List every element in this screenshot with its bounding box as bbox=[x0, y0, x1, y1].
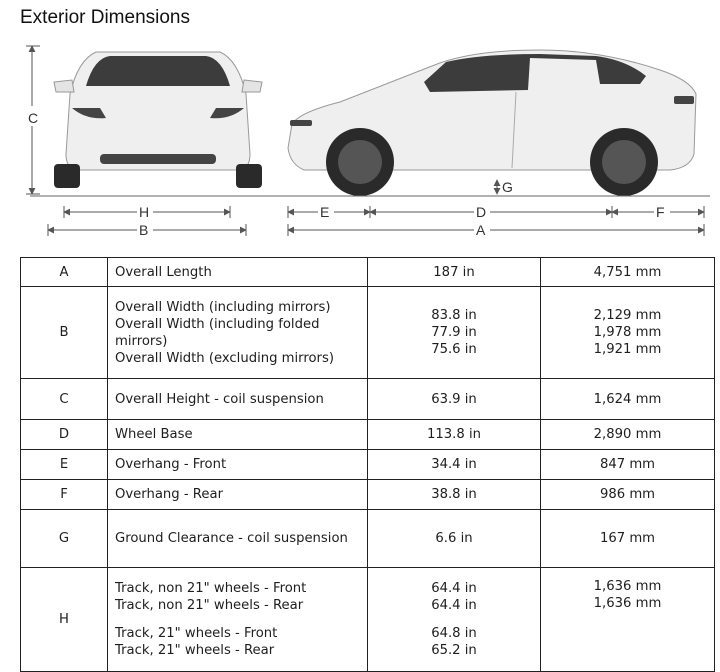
table-row bbox=[21, 287, 715, 379]
row-code: E bbox=[21, 450, 108, 480]
row-mm bbox=[541, 450, 715, 480]
row-description-line: Overall Width (including folded mirrors) bbox=[115, 316, 320, 349]
row-description bbox=[108, 379, 368, 420]
front-right-mirror bbox=[242, 80, 262, 92]
table-row bbox=[21, 480, 715, 510]
row-mm bbox=[541, 510, 715, 568]
row-code: F bbox=[21, 480, 108, 510]
row-inches bbox=[368, 258, 541, 287]
row-mm-line: 2,129 mm bbox=[593, 308, 662, 323]
dimensions-table bbox=[20, 257, 715, 672]
dimension-c bbox=[26, 46, 40, 194]
label-g: G bbox=[502, 179, 513, 195]
row-inches bbox=[368, 450, 541, 480]
label-b: B bbox=[139, 222, 149, 238]
dimension-d bbox=[370, 204, 612, 220]
row-mm-line: 1,636 mm bbox=[593, 579, 662, 594]
row-inches-line: 38.8 in bbox=[431, 487, 477, 502]
row-description-line: Track, non 21" wheels - Front bbox=[115, 581, 307, 596]
row-description bbox=[108, 450, 368, 480]
label-e: E bbox=[320, 204, 330, 220]
row-code: H bbox=[21, 568, 108, 672]
row-inches bbox=[368, 420, 541, 450]
row-mm bbox=[541, 420, 715, 450]
row-mm-line: 1,624 mm bbox=[593, 391, 662, 407]
row-mm-line: 2,890 mm bbox=[593, 427, 662, 442]
row-description-line: Wheel Base bbox=[115, 427, 193, 442]
row-description-line: Overhang - Front bbox=[115, 457, 227, 472]
row-description bbox=[108, 420, 368, 450]
row-description-line: Track, non 21" wheels - Rear bbox=[115, 598, 304, 613]
row-inches bbox=[368, 480, 541, 510]
row-mm bbox=[541, 287, 715, 379]
row-mm bbox=[541, 258, 715, 287]
row-description bbox=[108, 258, 368, 287]
row-inches-line: 83.8 in bbox=[431, 308, 477, 323]
row-inches bbox=[368, 510, 541, 568]
row-code: C bbox=[21, 379, 108, 420]
row-inches bbox=[368, 379, 541, 420]
row-mm-line: 1,636 mm bbox=[593, 596, 662, 611]
row-inches-line: 187 in bbox=[433, 264, 475, 280]
table-row bbox=[21, 420, 715, 450]
row-mm-line: 1,978 mm bbox=[593, 325, 662, 340]
dimension-e bbox=[288, 204, 370, 220]
row-description-line: Overhang - Rear bbox=[115, 487, 223, 502]
row-description-line: Overall Height - coil suspension bbox=[115, 391, 324, 407]
side-rear-rim bbox=[602, 140, 646, 184]
row-description bbox=[108, 287, 368, 379]
row-mm-line: 847 mm bbox=[599, 457, 656, 472]
row-inches bbox=[368, 287, 541, 379]
row-code: A bbox=[21, 258, 108, 287]
row-description-line: Ground Clearance - coil suspension bbox=[115, 531, 348, 546]
dimension-b bbox=[48, 222, 246, 238]
label-d: D bbox=[476, 204, 487, 220]
front-windshield bbox=[86, 56, 230, 86]
page-title: Exterior Dimensions bbox=[20, 7, 190, 28]
row-mm-line: 986 mm bbox=[599, 487, 656, 502]
row-inches-line: 77.9 in bbox=[431, 325, 477, 340]
row-mm bbox=[541, 568, 715, 672]
row-mm-line: 4,751 mm bbox=[593, 264, 662, 280]
row-inches-line: 34.4 in bbox=[431, 457, 477, 472]
label-h: H bbox=[139, 204, 150, 220]
dimension-f bbox=[612, 204, 704, 220]
row-description-line: Overall Width (including mirrors) bbox=[115, 299, 331, 315]
dimension-h bbox=[64, 204, 230, 220]
front-lower-grille bbox=[100, 154, 216, 164]
vehicle-dimension-diagram bbox=[0, 36, 720, 246]
side-rear-light bbox=[674, 96, 694, 104]
front-right-tire bbox=[236, 164, 262, 188]
row-code: D bbox=[21, 420, 108, 450]
table-row bbox=[21, 568, 715, 672]
row-inches-line: 64.4 in bbox=[431, 598, 477, 613]
row-description-line: Overall Width (excluding mirrors) bbox=[115, 350, 334, 366]
row-inches-line: 6.6 in bbox=[435, 531, 473, 546]
row-inches-line: 113.8 in bbox=[427, 427, 481, 442]
row-description-line: Track, 21" wheels - Rear bbox=[115, 643, 275, 658]
table-row bbox=[21, 379, 715, 420]
row-code: G bbox=[21, 510, 108, 568]
label-a: A bbox=[476, 222, 486, 238]
side-front-light bbox=[290, 120, 312, 126]
table-row bbox=[21, 258, 715, 287]
row-inches-line: 65.2 in bbox=[431, 643, 477, 658]
row-description bbox=[108, 510, 368, 568]
side-view-car bbox=[288, 50, 696, 196]
label-c: C bbox=[28, 110, 39, 126]
row-mm bbox=[541, 379, 715, 420]
table-row bbox=[21, 510, 715, 568]
row-mm-line: 167 mm bbox=[599, 531, 656, 546]
dimension-a bbox=[288, 222, 704, 238]
dimension-g bbox=[497, 179, 513, 195]
row-inches bbox=[368, 568, 541, 672]
row-inches-line: 64.8 in bbox=[431, 626, 477, 641]
row-code: B bbox=[21, 287, 108, 379]
front-left-mirror bbox=[54, 80, 74, 92]
side-front-rim bbox=[338, 140, 382, 184]
front-left-tire bbox=[54, 164, 80, 188]
row-inches-line: 75.6 in bbox=[431, 342, 477, 357]
row-description bbox=[108, 568, 368, 672]
row-description-line: Overall Length bbox=[115, 264, 212, 280]
label-f: F bbox=[656, 204, 665, 220]
row-mm-line: 1,921 mm bbox=[593, 342, 662, 357]
row-inches-line: 64.4 in bbox=[431, 581, 477, 596]
row-inches-line: 63.9 in bbox=[431, 391, 477, 407]
table-row bbox=[21, 450, 715, 480]
row-description bbox=[108, 480, 368, 510]
front-view-car bbox=[54, 52, 262, 188]
row-description-line: Track, 21" wheels - Front bbox=[115, 626, 278, 641]
row-mm bbox=[541, 480, 715, 510]
